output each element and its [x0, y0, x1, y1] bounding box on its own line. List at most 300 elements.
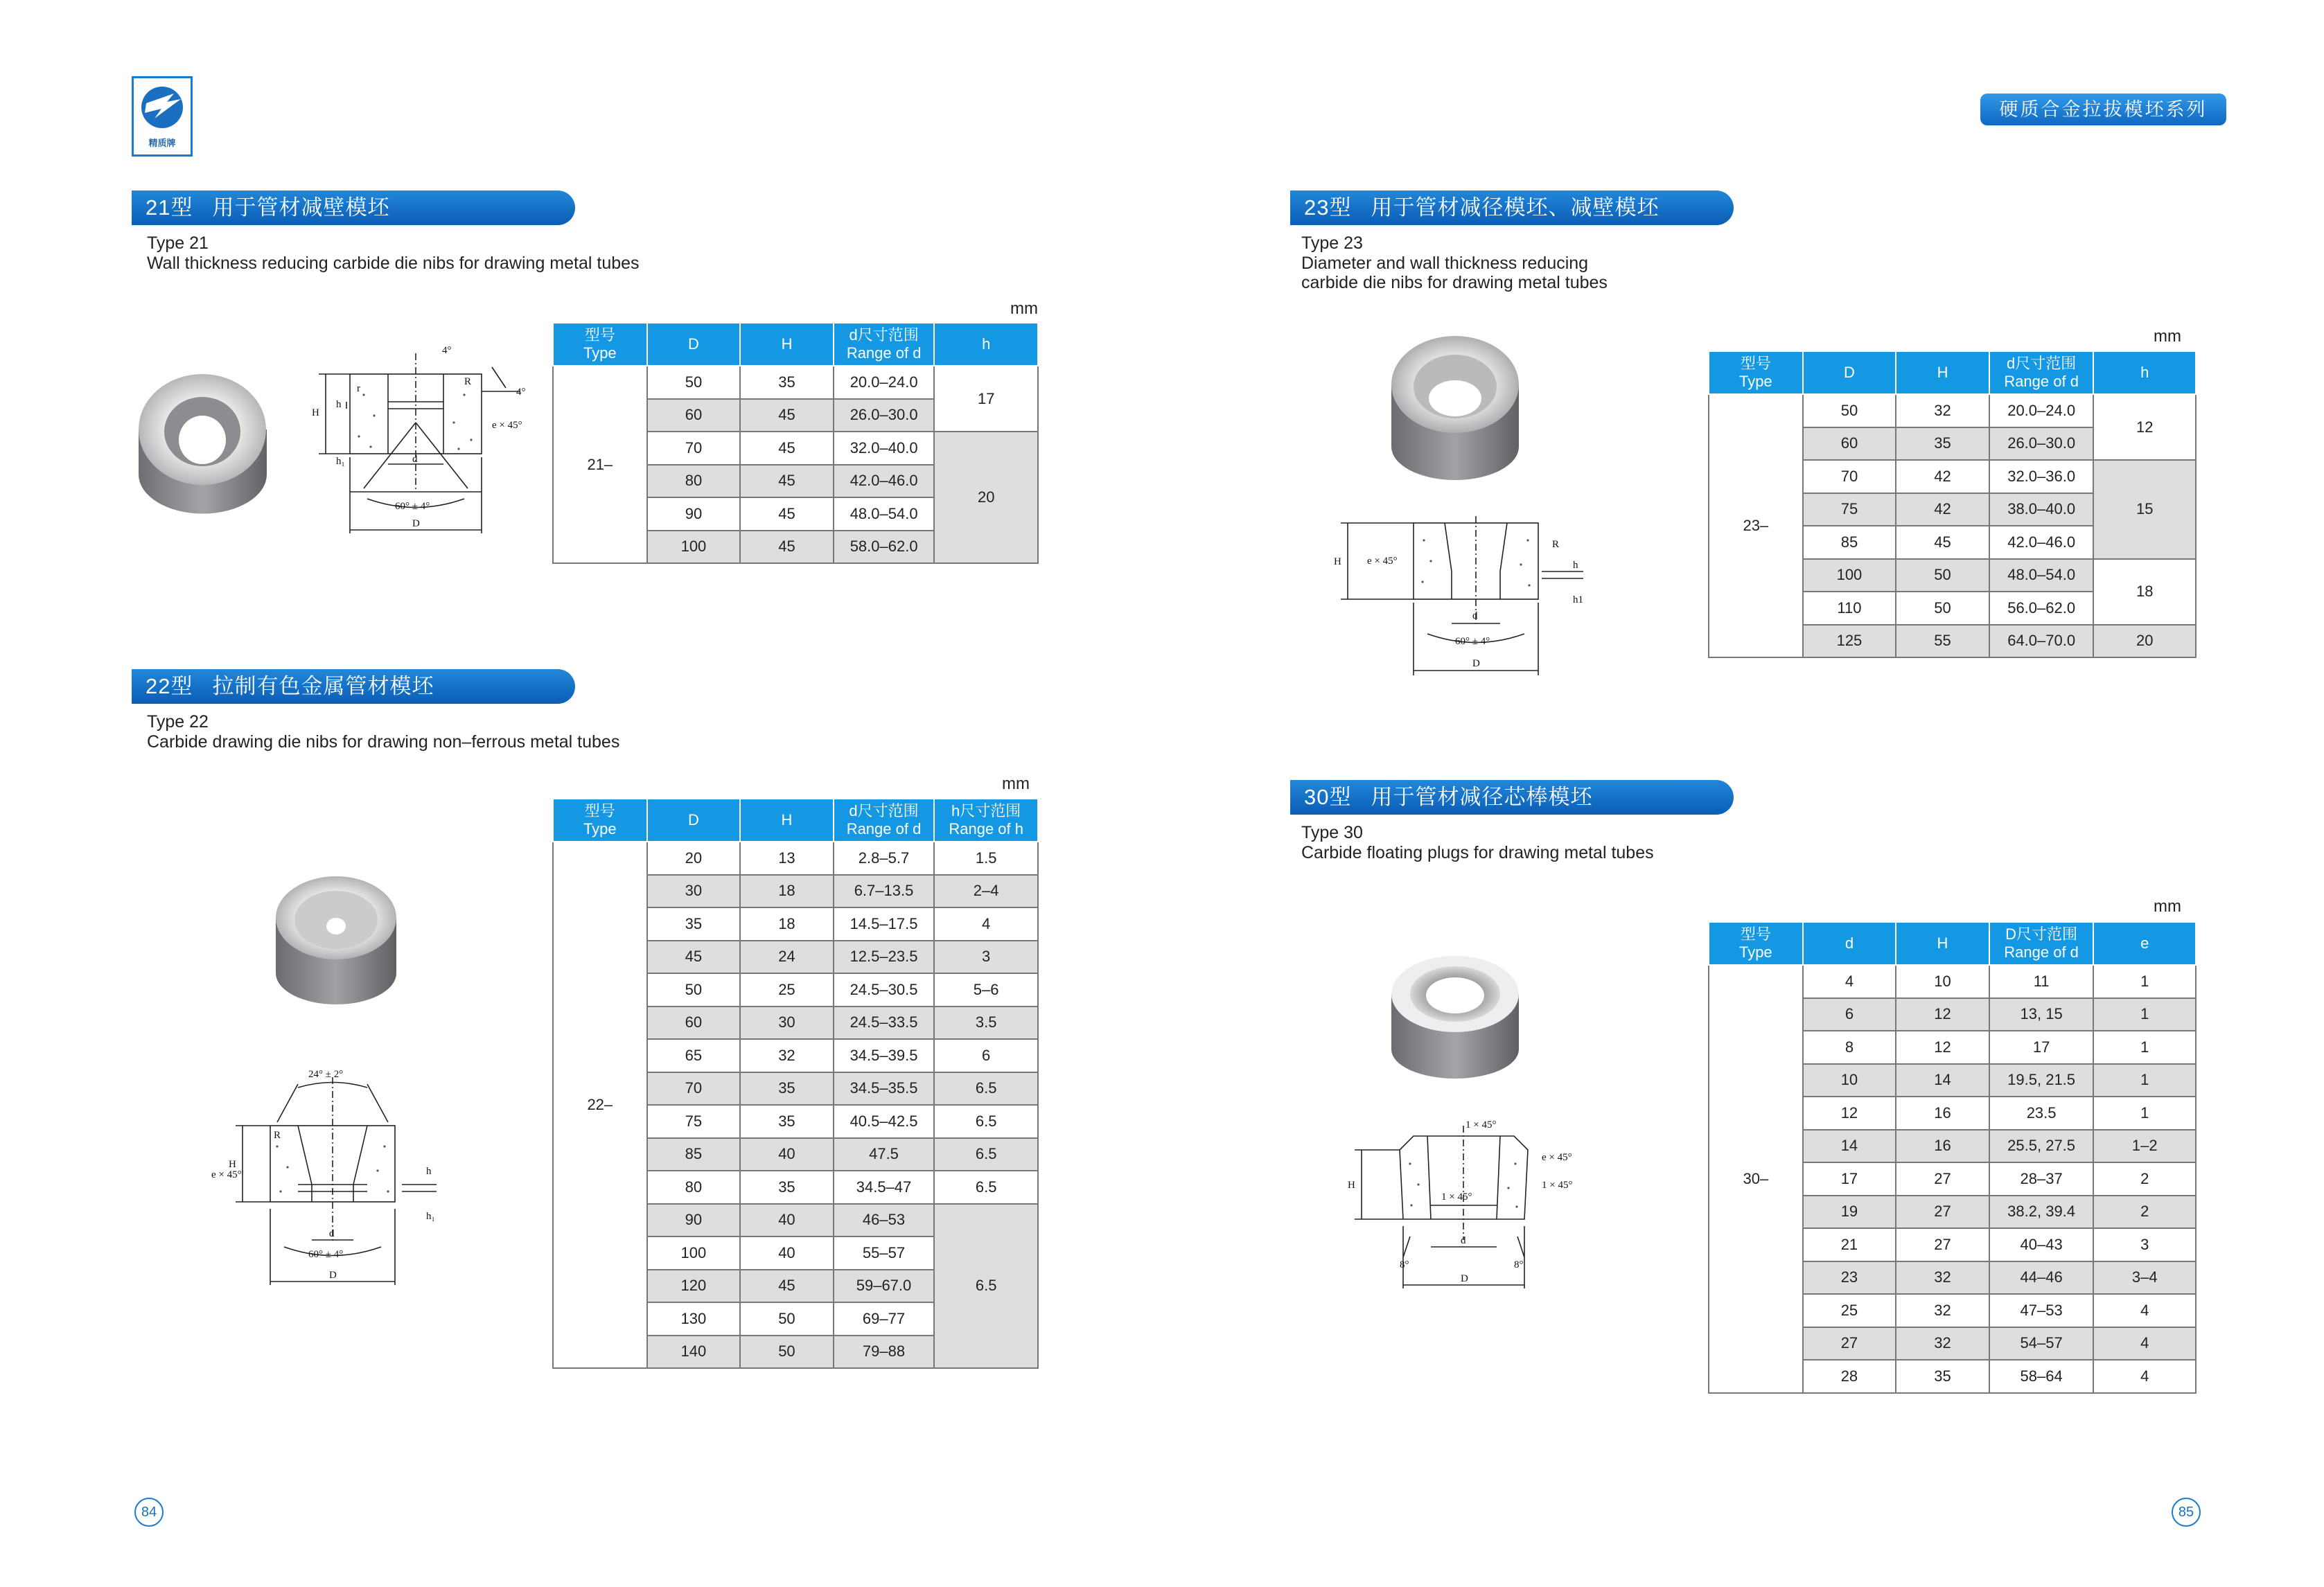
section-22-title: 拉制有色金属管材模坯: [212, 674, 434, 698]
table-cell-h: 3: [934, 941, 1038, 974]
table-cell-d: 25.5, 27.5: [1989, 1130, 2094, 1163]
table-header-cell: [834, 323, 935, 366]
table-cell-h: 50: [1896, 559, 1989, 592]
table-cell-e: 1: [2093, 1097, 2196, 1130]
table-cell-h: 32: [1896, 1261, 1989, 1295]
table-header-cell: [1803, 351, 1896, 394]
table-cell-d: 48.0–54.0: [1989, 559, 2094, 592]
table-cell-d: 21: [1803, 1228, 1896, 1261]
table-cell-h: 40: [740, 1204, 834, 1237]
table-header-cell: [1709, 922, 1803, 965]
table-cell-d: 64.0–70.0: [1989, 625, 2094, 658]
table-cell-d: 90: [647, 1204, 741, 1237]
table-cell-h: 27: [1896, 1162, 1989, 1196]
header-label: e: [2140, 934, 2149, 952]
section-21-technical-drawing: [277, 326, 540, 547]
table-cell-d: 85: [647, 1138, 741, 1171]
header-label-en: Range of d: [846, 820, 922, 837]
section-22-description: Carbide drawing die nibs for drawing non–ferrous metal tubes: [147, 732, 620, 752]
table-cell-h: 3.5: [934, 1007, 1038, 1040]
logo-text: 精质牌: [148, 138, 176, 148]
table-cell-e: 3–4: [2093, 1261, 2196, 1295]
table-cell-d: 30: [647, 875, 741, 908]
table-header-row: [553, 323, 1038, 366]
h-group-cell: 20: [934, 432, 1038, 563]
drawing-23-h1: h1: [1573, 594, 1583, 605]
table-cell-e: 4: [2093, 1294, 2196, 1327]
table-cell-h: 40: [740, 1236, 834, 1270]
header-label: d尺寸范围: [849, 326, 919, 344]
table-cell-d: 80: [647, 1171, 741, 1204]
table-cell-d: 38.2, 39.4: [1989, 1196, 2094, 1229]
section-23-unit: mm: [2154, 327, 2181, 346]
table-cell-d: 50: [1803, 394, 1896, 427]
table-cell-h: 45: [740, 531, 834, 564]
table-cell-d: 59–67.0: [834, 1270, 935, 1303]
table-cell-h: 30: [740, 1007, 834, 1040]
table-cell-d: 100: [647, 531, 741, 564]
table-cell-d: 19.5, 21.5: [1989, 1064, 2094, 1097]
table-cell-e: 3: [2093, 1228, 2196, 1261]
section-21-spec-table: [552, 322, 1039, 564]
table-cell-h: 32: [1896, 1327, 1989, 1360]
table-cell-d: 40.5–42.5: [834, 1105, 935, 1138]
drawing-22-cone: 60° ± 4°: [308, 1249, 344, 1260]
table-header-cell: [1709, 351, 1803, 394]
table-cell-h: 35: [1896, 427, 1989, 461]
section-22-type: Type 22: [147, 712, 209, 732]
table-cell-h: 45: [740, 432, 834, 465]
section-21-description: Wall thickness reducing carbide die nibs for drawing metal tubes: [147, 254, 640, 273]
section-30-product-photo: [1386, 946, 1524, 1081]
header-label: d尺寸范围: [2007, 355, 2077, 372]
drawing-23-H: H: [1334, 556, 1341, 567]
table-cell-d: 24.5–33.5: [834, 1007, 935, 1040]
table-cell-h: 6.5: [934, 1138, 1038, 1171]
table-cell-d: 58–64: [1989, 1360, 2094, 1393]
section-22-technical-drawing: [194, 1063, 471, 1292]
drawing-21-d: d: [412, 454, 418, 465]
table-cell-h: 18: [740, 875, 834, 908]
header-label: h尺寸范围: [951, 802, 1021, 819]
table-header-cell: [647, 799, 741, 842]
section-30-spec-table: [1708, 921, 2197, 1394]
table-cell-h: 42: [1896, 460, 1989, 493]
section-23-product-photo: [1386, 326, 1524, 485]
table-cell-d: 79–88: [834, 1336, 935, 1369]
table-cell-d: 55–57: [834, 1236, 935, 1270]
section-23-description-line2: carbide die nibs for drawing metal tubes: [1301, 273, 1608, 292]
table-cell-h: 45: [740, 399, 834, 432]
header-label-en: Type: [1738, 373, 1772, 390]
table-cell-h: 55: [1896, 625, 1989, 658]
table-cell-d: 40–43: [1989, 1228, 2094, 1261]
drawing-22-h1: h₁: [426, 1211, 435, 1222]
table-cell-d: 12.5–23.5: [834, 941, 935, 974]
h-group-cell: 6.5: [934, 1204, 1038, 1369]
header-label: 型号: [584, 802, 615, 819]
drawing-23-cone: 60° ± 4°: [1455, 636, 1490, 647]
table-cell-h: 1.5: [934, 842, 1038, 875]
section-22-title-bar: [132, 669, 575, 704]
table-cell-d: 42.0–46.0: [1989, 526, 2094, 559]
table-cell-h: 45: [740, 465, 834, 498]
table-cell-h: 35: [740, 1105, 834, 1138]
table-row: [1709, 965, 2196, 998]
drawing-22-h: h: [426, 1166, 432, 1177]
table-cell-e: 1: [2093, 1031, 2196, 1064]
h-group-cell: 20: [2093, 625, 2196, 658]
table-cell-h: 32: [740, 1039, 834, 1072]
table-cell-d: 70: [1803, 460, 1896, 493]
table-cell-d: 85: [1803, 526, 1896, 559]
table-cell-e: 2: [2093, 1196, 2196, 1229]
table-cell-d: 56.0–62.0: [1989, 592, 2094, 625]
table-cell-d: 75: [647, 1105, 741, 1138]
table-cell-h: 6.5: [934, 1072, 1038, 1106]
drawing-30-inner-chamfer: 1 × 45°: [1441, 1191, 1472, 1203]
table-cell-d: 70: [647, 432, 741, 465]
table-cell-d: 10: [1803, 1064, 1896, 1097]
header-label: H: [781, 811, 793, 828]
table-cell-d: 47–53: [1989, 1294, 2094, 1327]
table-cell-d: 110: [1803, 592, 1896, 625]
table-cell-h: 32: [1896, 394, 1989, 427]
header-label: D: [687, 811, 699, 828]
table-cell-d: 125: [1803, 625, 1896, 658]
table-cell-h: 45: [740, 497, 834, 531]
section-21-title-bar: [132, 190, 575, 225]
table-cell-d: 65: [647, 1039, 741, 1072]
h-group-cell: 18: [2093, 559, 2196, 625]
section-22-unit: mm: [1002, 774, 1030, 793]
table-cell-h: 6.5: [934, 1105, 1038, 1138]
header-label: D: [1844, 364, 1855, 381]
table-cell-h: 50: [1896, 592, 1989, 625]
section-23-title: 用于管材减径模坯、减壁模坯: [1371, 195, 1660, 220]
table-cell-d: 20.0–24.0: [1989, 394, 2094, 427]
table-cell-d: 35: [647, 907, 741, 941]
table-cell-e: 4: [2093, 1360, 2196, 1393]
table-header-cell: [647, 323, 741, 366]
table-header-cell: [934, 799, 1038, 842]
type-cell: 22–: [553, 842, 647, 1368]
header-label: H: [1937, 364, 1948, 381]
table-header-cell: [740, 323, 834, 366]
table-header-cell: [740, 799, 834, 842]
table-cell-d: 100: [1803, 559, 1896, 592]
drawing-22-D: D: [329, 1270, 337, 1281]
table-cell-h: 4: [934, 907, 1038, 941]
table-row: [1709, 394, 2196, 427]
table-cell-d: 19: [1803, 1196, 1896, 1229]
table-cell-d: 14: [1803, 1130, 1896, 1163]
table-header-row: [1709, 351, 2196, 394]
section-23-description-line1: Diameter and wall thickness reducing: [1301, 254, 1589, 273]
table-cell-h: 25: [740, 973, 834, 1007]
brand-logo: [132, 76, 193, 157]
table-header-cell: [2093, 351, 2196, 394]
section-23-spec-table: [1708, 351, 2197, 658]
header-label: D: [688, 335, 699, 353]
table-cell-h: 35: [740, 1171, 834, 1204]
header-label: 型号: [1740, 355, 1771, 372]
table-header-cell: [834, 799, 935, 842]
table-cell-h: 32: [1896, 1294, 1989, 1327]
table-cell-e: 1: [2093, 998, 2196, 1031]
table-cell-d: 20: [647, 842, 741, 875]
section-23-number: 23型: [1304, 195, 1352, 220]
table-cell-d: 23.5: [1989, 1097, 2094, 1130]
section-22-product-photo: [270, 862, 402, 1008]
section-21-type: Type 21: [147, 233, 209, 253]
table-cell-h: 12: [1896, 998, 1989, 1031]
table-cell-d: 100: [647, 1236, 741, 1270]
drawing-30-H: H: [1348, 1180, 1355, 1191]
drawing-21-h1: h₁: [336, 456, 345, 467]
header-label-en: Range of d: [2004, 373, 2079, 390]
table-header-row: [1709, 922, 2196, 965]
drawing-23-d: d: [1472, 610, 1478, 621]
table-header-cell: [1989, 922, 2094, 965]
section-23-technical-drawing: [1320, 513, 1597, 679]
table-cell-d: 34.5–39.5: [834, 1039, 935, 1072]
table-header-cell: [1896, 922, 1989, 965]
table-cell-d: 90: [647, 497, 741, 531]
header-label: h: [982, 335, 991, 353]
table-cell-d: 46–53: [834, 1204, 935, 1237]
table-cell-d: 48.0–54.0: [834, 497, 935, 531]
table-cell-d: 26.0–30.0: [1989, 427, 2094, 461]
drawing-30-chamfer-1: 1 × 45°: [1542, 1180, 1573, 1191]
drawing-30-D: D: [1461, 1273, 1468, 1284]
table-cell-d: 58.0–62.0: [834, 531, 935, 564]
table-cell-d: 17: [1803, 1162, 1896, 1196]
section-21-product-photo: [135, 364, 270, 516]
table-cell-d: 42.0–46.0: [834, 465, 935, 498]
table-cell-d: 47.5: [834, 1138, 935, 1171]
table-cell-d: 34.5–35.5: [834, 1072, 935, 1106]
header-label: H: [1937, 934, 1948, 952]
drawing-21-r: r: [357, 383, 360, 394]
table-cell-d: 54–57: [1989, 1327, 2094, 1360]
drawing-30-chamfer-e: e × 45°: [1542, 1152, 1572, 1163]
table-cell-d: 8: [1803, 1031, 1896, 1064]
drawing-30-top-chamfer: 1 × 45°: [1465, 1119, 1497, 1131]
table-cell-d: 28: [1803, 1360, 1896, 1393]
table-cell-d: 130: [647, 1302, 741, 1336]
table-cell-d: 27: [1803, 1327, 1896, 1360]
drawing-22-R: R: [274, 1130, 281, 1141]
type-cell: 21–: [553, 366, 647, 563]
table-cell-e: 1: [2093, 1064, 2196, 1097]
table-cell-d: 26.0–30.0: [834, 399, 935, 432]
table-cell-d: 60: [647, 1007, 741, 1040]
page-number-right: 85: [2172, 1498, 2201, 1527]
table-cell-d: 75: [1803, 493, 1896, 526]
table-cell-d: 44–46: [1989, 1261, 2094, 1295]
table-cell-h: 42: [1896, 493, 1989, 526]
table-cell-h: 35: [1896, 1360, 1989, 1393]
header-label-en: Type: [583, 820, 617, 837]
table-cell-d: 60: [647, 399, 741, 432]
table-cell-d: 23: [1803, 1261, 1896, 1295]
table-cell-d: 38.0–40.0: [1989, 493, 2094, 526]
table-cell-d: 11: [1989, 965, 2094, 998]
table-cell-h: 16: [1896, 1097, 1989, 1130]
drawing-30-angle-left: 8°: [1400, 1259, 1409, 1270]
header-label: d尺寸范围: [849, 802, 919, 819]
table-cell-d: 28–37: [1989, 1162, 2094, 1196]
drawing-21-H: H: [312, 407, 319, 418]
table-cell-d: 60: [1803, 427, 1896, 461]
table-cell-d: 45: [647, 941, 741, 974]
table-cell-h: 40: [740, 1138, 834, 1171]
section-30-title-bar: [1290, 780, 1734, 815]
drawing-30-d: d: [1461, 1235, 1466, 1246]
drawing-23-chamfer: e × 45°: [1367, 556, 1398, 567]
drawing-22-angle-top: 24° ± 2°: [308, 1069, 344, 1080]
drawing-21-h: h: [336, 399, 342, 410]
drawing-21-chamfer: e × 45°: [492, 420, 522, 431]
table-cell-d: 6.7–13.5: [834, 875, 935, 908]
header-label-en: Range of h: [949, 820, 1023, 837]
header-label: 型号: [584, 326, 615, 344]
section-23-title-bar: [1290, 190, 1734, 225]
table-header-row: [553, 799, 1038, 842]
section-30-title: 用于管材减径芯棒模坯: [1371, 785, 1593, 809]
table-cell-h: 6: [934, 1039, 1038, 1072]
series-title-badge: 硬质合金拉拔模坯系列: [1980, 94, 2226, 125]
table-cell-d: 34.5–47: [834, 1171, 935, 1204]
header-label-en: Range of d: [846, 344, 922, 362]
table-header-cell: [934, 323, 1038, 366]
table-cell-d: 32.0–36.0: [1989, 460, 2094, 493]
section-30-description: Carbide floating plugs for drawing metal tubes: [1301, 843, 1654, 862]
table-cell-d: 2.8–5.7: [834, 842, 935, 875]
table-cell-h: 45: [740, 1270, 834, 1303]
table-cell-h: 2–4: [934, 875, 1038, 908]
table-header-cell: [553, 323, 647, 366]
drawing-23-h: h: [1573, 560, 1578, 571]
table-header-cell: [1896, 351, 1989, 394]
table-cell-d: 12: [1803, 1097, 1896, 1130]
table-cell-d: 24.5–30.5: [834, 973, 935, 1007]
section-23-type: Type 23: [1301, 233, 1363, 253]
table-cell-e: 2: [2093, 1162, 2196, 1196]
drawing-22-H: H: [229, 1159, 236, 1170]
table-cell-d: 6: [1803, 998, 1896, 1031]
header-label: D尺寸范围: [2005, 925, 2078, 943]
drawing-23-R: R: [1552, 539, 1560, 550]
table-cell-e: 1: [2093, 965, 2196, 998]
table-row: [553, 366, 1038, 399]
table-cell-d: 25: [1803, 1294, 1896, 1327]
section-21-number: 21型: [146, 195, 193, 220]
section-30-type: Type 30: [1301, 823, 1363, 842]
type-cell: 30–: [1709, 965, 1803, 1393]
table-cell-h: 18: [740, 907, 834, 941]
table-cell-h: 5–6: [934, 973, 1038, 1007]
drawing-21-cone: 60° ± 4°: [395, 501, 430, 512]
table-cell-h: 10: [1896, 965, 1989, 998]
table-cell-h: 50: [740, 1302, 834, 1336]
table-cell-h: 12: [1896, 1031, 1989, 1064]
drawing-21-R: R: [464, 376, 472, 387]
table-cell-d: 32.0–40.0: [834, 432, 935, 465]
logo-mark-icon: [134, 78, 191, 136]
header-label: h: [2140, 364, 2149, 381]
header-label: d: [1845, 934, 1854, 952]
table-cell-e: 4: [2093, 1327, 2196, 1360]
table-cell-h: 24: [740, 941, 834, 974]
section-22-spec-table: [552, 798, 1039, 1369]
drawing-22-chamfer: e × 45°: [211, 1169, 242, 1180]
header-label: H: [781, 335, 793, 353]
table-cell-d: 4: [1803, 965, 1896, 998]
h-group-cell: 17: [934, 366, 1038, 432]
table-cell-d: 80: [647, 465, 741, 498]
table-cell-h: 35: [740, 366, 834, 399]
table-cell-d: 140: [647, 1336, 741, 1369]
table-row: [553, 842, 1038, 875]
table-cell-d: 14.5–17.5: [834, 907, 935, 941]
table-cell-h: 50: [740, 1336, 834, 1369]
h-group-cell: 12: [2093, 394, 2196, 460]
table-header-cell: [1803, 922, 1896, 965]
table-cell-d: 17: [1989, 1031, 2094, 1064]
table-cell-d: 20.0–24.0: [834, 366, 935, 399]
drawing-30-angle-right: 8°: [1514, 1259, 1524, 1270]
table-cell-h: 27: [1896, 1228, 1989, 1261]
drawing-21-D: D: [412, 518, 420, 529]
table-cell-d: 13, 15: [1989, 998, 2094, 1031]
table-header-cell: [2093, 922, 2196, 965]
drawing-22-d: d: [329, 1228, 335, 1239]
table-cell-h: 16: [1896, 1130, 1989, 1163]
table-cell-d: 70: [647, 1072, 741, 1106]
header-label-en: Range of d: [2004, 943, 2079, 961]
drawing-21-angle-top: 4°: [442, 345, 452, 356]
section-30-number: 30型: [1304, 785, 1352, 809]
section-22-number: 22型: [146, 674, 193, 698]
table-cell-d: 50: [647, 366, 741, 399]
table-cell-d: 69–77: [834, 1302, 935, 1336]
table-cell-h: 6.5: [934, 1171, 1038, 1204]
h-group-cell: 15: [2093, 460, 2196, 559]
table-cell-h: 45: [1896, 526, 1989, 559]
table-cell-h: 14: [1896, 1064, 1989, 1097]
table-cell-h: 13: [740, 842, 834, 875]
type-cell: 23–: [1709, 394, 1803, 657]
drawing-23-D: D: [1472, 658, 1480, 669]
page-number-left: 84: [134, 1498, 164, 1527]
table-cell-d: 120: [647, 1270, 741, 1303]
table-cell-h: 27: [1896, 1196, 1989, 1229]
drawing-21-angle-side: 4°: [516, 387, 526, 398]
section-21-title: 用于管材减壁模坯: [212, 195, 390, 220]
table-cell-d: 50: [647, 973, 741, 1007]
table-header-cell: [553, 799, 647, 842]
table-header-cell: [1989, 351, 2094, 394]
section-21-unit: mm: [1010, 299, 1038, 318]
header-label: 型号: [1740, 925, 1771, 943]
header-label-en: Type: [1738, 943, 1772, 961]
section-30-unit: mm: [2154, 897, 2181, 916]
table-cell-h: 35: [740, 1072, 834, 1106]
table-cell-e: 1–2: [2093, 1130, 2196, 1163]
section-30-technical-drawing: [1334, 1115, 1597, 1295]
